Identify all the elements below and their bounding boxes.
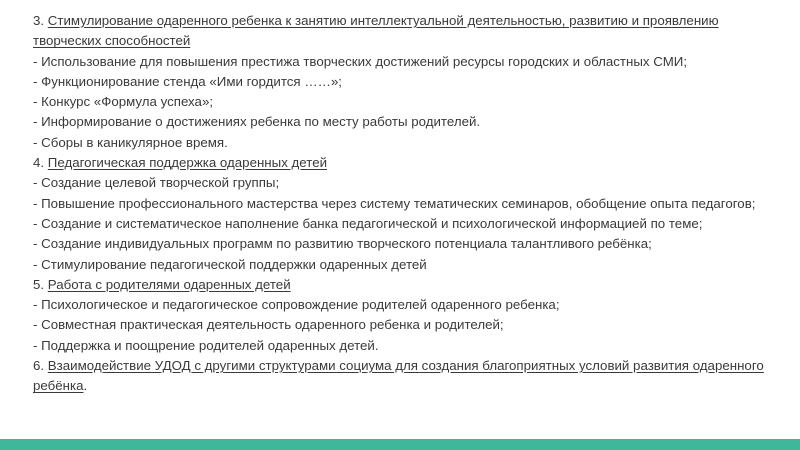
section-number: 3. (33, 13, 48, 28)
section-number: 6. (33, 358, 48, 374)
list-item: - Поддержка и поощрение родителей одаренных детей. (33, 337, 379, 353)
slide-body (33, 11, 778, 397)
section-title-suffix: . (83, 378, 88, 394)
section-title: Работа с родителями одаренных детей (47, 276, 291, 292)
section-3-heading (33, 11, 778, 52)
list-item: - Стимулирование педагогической поддержки одаренных детей (33, 256, 427, 272)
section-4-heading (33, 153, 778, 173)
list-item: - Функционирование стенда «Ими гордится ……»; (33, 73, 342, 89)
list-item: - Информирование о достижениях ребенка по месту работы родителей. (33, 114, 481, 130)
list-item: - Создание целевой творческой группы; (33, 175, 280, 191)
section-5-heading (33, 275, 778, 295)
section-6-heading (33, 356, 778, 397)
list-item: - Совместная практическая деятельность одаренного ребенка и родителей; (33, 317, 504, 333)
list-item: - Повышение профессионального мастерства через систему тематических семинаров, обобщение опыта педагогов; (33, 195, 756, 211)
list-item: - Создание и систематическое наполнение банка педагогической и психологической информацией по теме; (33, 215, 703, 231)
section-title: Педагогическая поддержка одаренных детей (47, 155, 328, 171)
list-item: - Создание индивидуальных программ по развитию творческого потенциала талантливого ребёнка; (33, 236, 652, 252)
section-number: 5. (33, 276, 48, 292)
list-item: - Конкурс «Формула успеха»; (33, 94, 214, 110)
section-title: Стимулирование одаренного ребенка к занятию интеллектуальной деятельностью, развитию и проявлению творческих способностей (33, 13, 719, 49)
bottom-accent-bar (0, 439, 800, 450)
section-number: 4. (33, 155, 48, 171)
section-title: Взаимодействие УДОД с другими структурами социума для создания благоприятных условий развития одаренного ребёнка (33, 358, 764, 394)
list-item: - Сборы в каникулярное время. (33, 134, 228, 150)
list-item: - Использование для повышения престижа творческих достижений ресурсы городских и областных СМИ; (33, 53, 688, 69)
list-item: - Психологическое и педагогическое сопровождение родителей одаренного ребенка; (33, 297, 560, 313)
